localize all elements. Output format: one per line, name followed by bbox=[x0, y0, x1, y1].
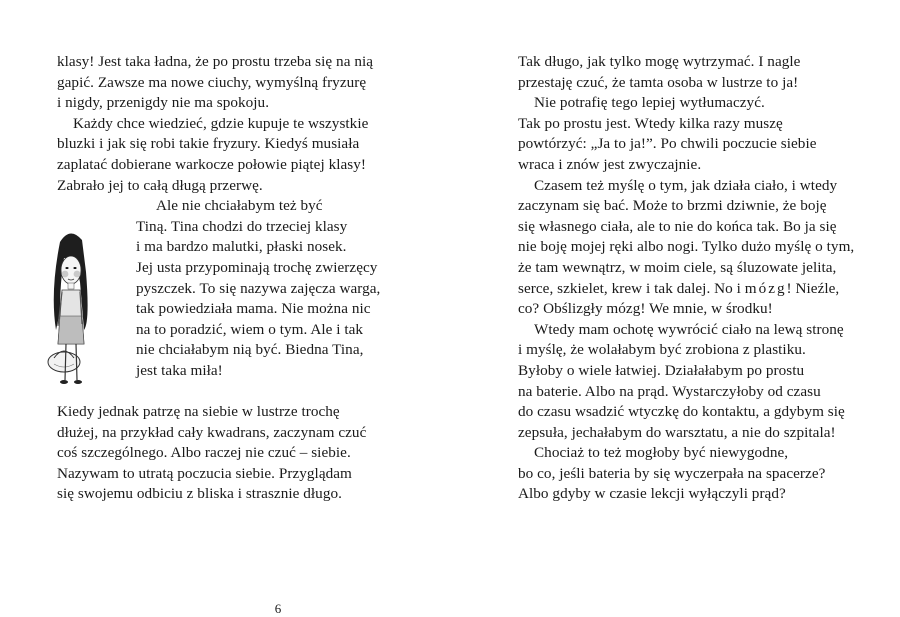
text-line: i myślę, że wolałabym być zrobiona z plastiku. bbox=[518, 341, 806, 359]
text-line: bluzki i jak się robi takie fryzury. Kiedyś musiała bbox=[57, 135, 360, 153]
text-line: że tam wewnątrz, w moim ciele, są śluzowate jelita, bbox=[518, 258, 837, 276]
text-line: się swojemu odbiciu z bliska i strasznie długo. bbox=[57, 485, 342, 503]
text-line: Nie potrafię tego lepiej wytłumaczyć. bbox=[534, 94, 765, 112]
text-line: Czasem też myślę o tym, jak działa ciało, i wtedy bbox=[534, 176, 838, 194]
text-line bbox=[518, 279, 840, 300]
text-line: tak powiedziała mama. Nie można nic bbox=[136, 300, 371, 318]
text-line: nie chciałabym nią być. Biedna Tina, bbox=[136, 341, 364, 359]
text-line: zepsuła, jechałabym do warsztatu, a nie do szpitala! bbox=[518, 423, 836, 441]
text-line: Tak długo, jak tylko mogę wytrzymać. I nagle bbox=[518, 53, 801, 70]
text-line: Jej usta przypominają trochę zwierzęcy bbox=[136, 258, 378, 276]
text-fragment: ! Nieźle, bbox=[786, 279, 840, 297]
text-line: Chociaż to też mogłoby być niewygodne, bbox=[534, 444, 789, 462]
page-number: 6 bbox=[274, 601, 282, 616]
spaced-word: mózg bbox=[744, 279, 787, 297]
text-line: Kiedy jednak patrzę na siebie w lustrze trochę bbox=[57, 403, 340, 421]
text-line: Nazywam to utratą poczucia siebie. Przyglądam bbox=[57, 464, 352, 482]
text-line: jest taka miła! bbox=[136, 361, 223, 379]
text-line: się własnego ciała, ale to nie do końca tak. Bo ja się bbox=[518, 217, 837, 235]
text-line: nie boję mojej ręki albo nogi. Tylko dużo myślę o tym, bbox=[518, 238, 855, 256]
text-line: do czasu wsadzić wtyczkę do kontaktu, a gdybym się bbox=[518, 403, 845, 421]
text-line: Wtedy mam ochotę wywrócić ciało na lewą stronę bbox=[534, 320, 844, 338]
girl-illustration bbox=[20, 212, 120, 412]
text-line: Byłoby o wiele łatwiej. Działałabym po prostu bbox=[518, 361, 805, 379]
text-line: coś szczególnego. Albo raczej nie czuć – siebie. bbox=[57, 444, 351, 462]
text-line: i nigdy, przenigdy nie ma spokoju. bbox=[57, 94, 270, 112]
text-line: na to poradzić, wiem o tym. Ale i tak bbox=[136, 320, 364, 338]
text-line: wraca i znów jest zwyczajnie. bbox=[518, 155, 702, 173]
text-line: Każdy chce wiedzieć, gdzie kupuje te wszystkie bbox=[73, 114, 369, 132]
text-line: klasy! Jest taka ładna, że po prostu trzeba się na nią bbox=[57, 53, 374, 70]
text-line: Ale nie chciałabym też być bbox=[156, 197, 323, 215]
text-line: Tak po prostu jest. Wtedy kilka razy muszę bbox=[518, 114, 783, 132]
text-line: zaplatać dobierane warkocze połowie piątej klasy! bbox=[57, 155, 367, 173]
left-page bbox=[57, 52, 387, 616]
text-line: i ma bardzo malutki, płaski nosek. bbox=[136, 238, 347, 256]
text-line: co? Obślizgły mózg! We mnie, w środku! bbox=[518, 300, 773, 318]
text-line: pyszczek. To się nazywa zajęcza warga, bbox=[136, 279, 381, 297]
text-line: przestaję czuć, że tamta osoba w lustrze to ja! bbox=[518, 73, 799, 91]
text-line: Tiną. Tina chodzi do trzeciej klasy bbox=[136, 217, 348, 235]
text-line: Albo gdyby w czasie lekcji wyłączyli prąd? bbox=[518, 485, 786, 503]
text-line: bo co, jeśli bateria by się wyczerpała na spacerze? bbox=[518, 464, 826, 482]
text-line: dłużej, na przykład cały kwadrans, zaczynam czuć bbox=[57, 423, 367, 441]
right-page bbox=[518, 52, 855, 505]
text-line: Zabrało jej to całą długą przerwę. bbox=[57, 176, 263, 194]
text-line: na baterie. Albo na prąd. Wystarczyłoby od czasu bbox=[518, 382, 821, 400]
text-fragment: serce, szkielet, krew i tak dalej. No i bbox=[518, 279, 741, 297]
text-line: zaczynam się bać. Może to brzmi dziwnie, że boję bbox=[518, 197, 827, 215]
text-line: gapić. Zawsze ma nowe ciuchy, wymyślną fryzurę bbox=[57, 73, 367, 91]
text-line: powtórzyć: „Ja to ja!”. Po chwili poczucie siebie bbox=[518, 135, 817, 153]
